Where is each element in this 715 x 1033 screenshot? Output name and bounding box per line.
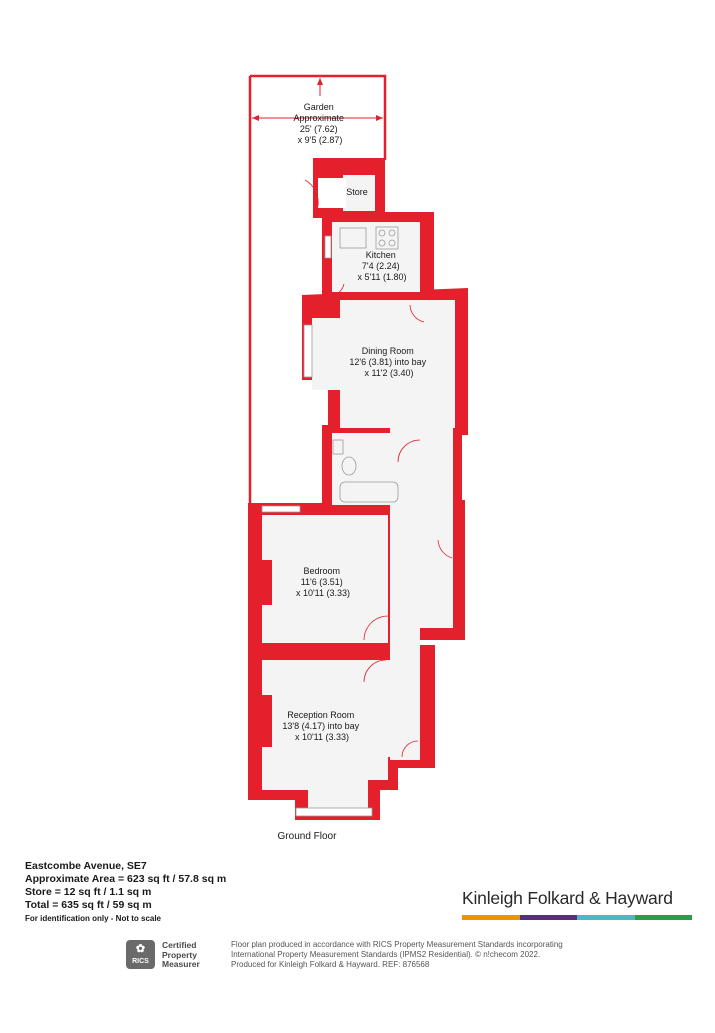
label-reception: Reception Room 13'8 (4.17) into bay x 10'11 (3.33) xyxy=(282,710,360,742)
arrow-head-left xyxy=(252,115,259,121)
label-garden: Garden Approximate 25' (7.62) x 9'5 (2.87) xyxy=(293,102,345,145)
disclaimer-line-3: Produced for Kinleigh Folkard & Hayward. REF: 876568 xyxy=(231,960,430,969)
approx-area: Approximate Area = 623 sq ft / 57.8 sq m xyxy=(25,873,227,885)
disclaimer xyxy=(231,940,601,970)
rics-seal-icon: ✿ RICS xyxy=(126,940,155,969)
store-area: Store = 12 sq ft / 1.1 sq m xyxy=(25,886,152,898)
arrow-head-right xyxy=(376,115,383,121)
brand-bar-orange xyxy=(462,915,520,920)
brand-bar-purple xyxy=(520,915,578,920)
brand-logo xyxy=(462,888,692,920)
rics-badge xyxy=(126,940,222,970)
floor-title: Ground Floor xyxy=(277,831,337,840)
brand-color-bars xyxy=(462,915,692,920)
label-dining: Dining Room 12'6 (3.81) into bay x 11'2 (3.40) xyxy=(349,346,427,378)
brand-name: Kinleigh Folkard & Hayward xyxy=(462,888,673,908)
scale-note: For identification only - Not to scale xyxy=(25,914,162,923)
brand-bar-teal xyxy=(577,915,635,920)
store-door-floor xyxy=(318,178,346,208)
area-summary xyxy=(25,860,325,923)
brand-bar-green xyxy=(635,915,693,920)
disclaimer-line-2: International Property Measurement Standards (IPMS2 Residential). © n!checom 2022. xyxy=(231,950,541,959)
disclaimer-line-1: Floor plan produced in accordance with RICS Property Measurement Standards incorporating xyxy=(231,940,563,949)
label-bedroom: Bedroom 11'6 (3.51) x 10'11 (3.33) xyxy=(295,566,351,598)
arrow-head-top xyxy=(317,78,323,85)
label-store: Store xyxy=(346,187,368,197)
hall-floor xyxy=(390,420,453,628)
total-area: Total = 635 sq ft / 59 sq m xyxy=(25,899,152,911)
lower-hall-floor xyxy=(390,628,420,760)
address: Eastcombe Avenue, SE7 xyxy=(25,860,147,872)
label-kitchen: Kitchen 7'4 (2.24) x 5'11 (1.80) xyxy=(357,250,407,282)
rics-text: Certified Property Measurer xyxy=(162,940,200,969)
